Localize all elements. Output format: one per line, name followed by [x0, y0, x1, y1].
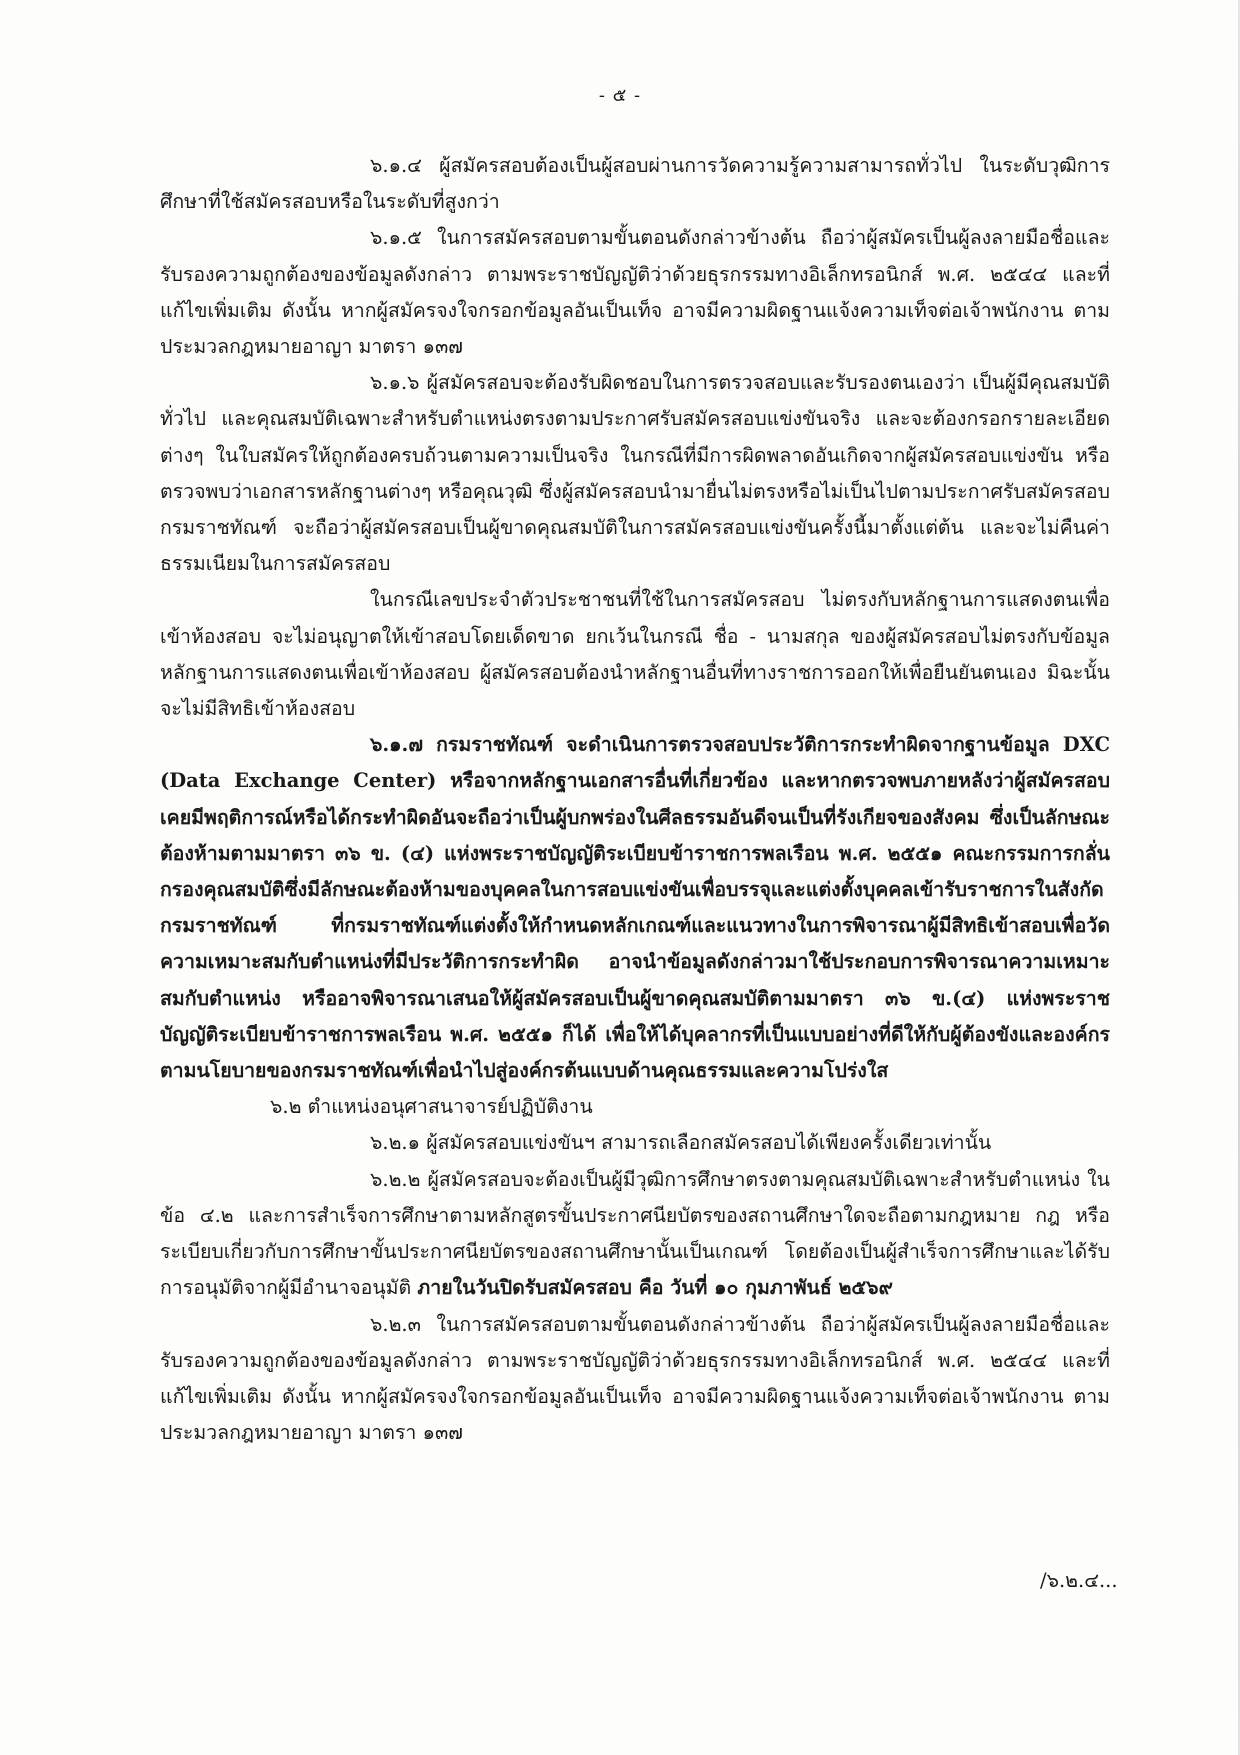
- deadline-emphasis: ภายในวันปิดรับสมัครสอบ คือ วันที่ ๑๐ กุมภาพันธ์ ๒๕๖๙: [417, 1276, 893, 1300]
- paragraph-6-2-2-text: ๖.๒.๒ ผู้สมัครสอบจะต้องเป็นผู้มีวุฒิการศึกษาตรงตามคุณสมบัติเฉพาะสำหรับตำแหน่ง ในข้อ ๔.๒ และการสำเร็จการศึกษาตามหลักสูตรขั้นประกาศนียบัตรของสถานศึกษาใดจะถือตามกฎหมาย กฎ หรือระเบียบเกี่ยวกับการศึกษาขั้นประกาศนียบัตรของสถานศึกษานั้นเป็นเกณฑ์ โดยต้องเป็นผู้สำเร็จการศึกษาและได้รับการอนุมัติจากผู้มีอำนาจอนุมัติ: [160, 1167, 1110, 1300]
- page-continuation-marker: /๖.๒.๔...: [1040, 1569, 1118, 1592]
- document-body: [160, 148, 1110, 1451]
- page-number: - ๕ -: [598, 85, 642, 106]
- paragraph-6-2-1: ๖.๒.๑ ผู้สมัครสอบแข่งขันฯ สามารถเลือกสมัครสอบได้เพียงครั้งเดียวเท่านั้น: [370, 1131, 992, 1155]
- paragraph-6-1-5: ๖.๑.๕ ในการสมัครสอบตามขั้นตอนดังกล่าวข้างต้น ถือว่าผู้สมัครเป็นผู้ลงลายมือชื่อและรับรองความถูกต้องของข้อมูลดังกล่าว ตามพระราชบัญญัติว่าด้วยธุรกรรมทางอิเล็กทรอนิกส์ พ.ศ. ๒๕๔๔ และที่แก้ไขเพิ่มเติม ดังนั้น หากผู้สมัครจงใจกรอกข้อมูลอันเป็นเท็จ อาจมีความผิดฐานแจ้งความเท็จต่อเจ้าพนักงาน ตามประมวลกฎหมายอาญา มาตรา ๑๓๗: [160, 226, 1110, 359]
- paragraph-6-2-2: [160, 1162, 1110, 1307]
- paragraph-6-1-6: ๖.๑.๖ ผู้สมัครสอบจะต้องรับผิดชอบในการตรวจสอบและรับรองตนเองว่า เป็นผู้มีคุณสมบัติทั่วไป และคุณสมบัติเฉพาะสำหรับตำแหน่งตรงตามประกาศรับสมัครสอบแข่งขันจริง และจะต้องกรอกรายละเอียดต่างๆ ในใบสมัครให้ถูกต้องครบถ้วนตามความเป็นจริง ในกรณีที่มีการผิดพลาดอันเกิดจากผู้สมัครสอบแข่งขัน หรือตรวจพบว่าเอกสารหลักฐานต่างๆ หรือคุณวุฒิ ซึ่งผู้สมัครสอบนำมายื่นไม่ตรงหรือไม่เป็นไปตามประกาศรับสมัครสอบ กรมราชทัณฑ์ จะถือว่าผู้สมัครสอบเป็นผู้ขาดคุณสมบัติในการสมัครสอบแข่งขันครั้งนี้มาตั้งแต่ต้น และจะไม่คืนค่าธรรมเนียมในการสมัครสอบ: [160, 371, 1110, 576]
- paragraph-6-1-7: ๖.๑.๗ กรมราชทัณฑ์ จะดำเนินการตรวจสอบประวัติการกระทำผิดจากฐานข้อมูล DXC (Data Exchange Center) หรือจากหลักฐานเอกสารอื่นที่เกี่ยวข้อง และหากตรวจพบภายหลังว่าผู้สมัครสอบเคยมีพฤติการณ์หรือได้กระทำผิดอันจะถือว่าเป็นผู้บกพร่องในศีลธรรมอันดีจนเป็นที่รังเกียจของสังคม ซึ่งเป็นลักษณะต้องห้ามตามมาตรา ๓๖ ข. (๔) แห่งพระราชบัญญัติระเบียบข้าราชการพลเรือน พ.ศ. ๒๕๕๑ คณะกรรมการกลั่นกรองคุณสมบัติซึ่งมีลักษณะต้องห้ามของบุคคลในการสอบแข่งขันเพื่อบรรจุและแต่งตั้งบุคคลเข้ารับราชการในสังกัดกรมราชทัณฑ์ ที่กรมราชทัณฑ์แต่งตั้งให้กำหนดหลักเกณฑ์และแนวทางในการพิจารณาผู้มีสิทธิเข้าสอบเพื่อวัดความเหมาะสมกับตำแหน่งที่มีประวัติการกระทำผิด อาจนำข้อมูลดังกล่าวมาใช้ประกอบการพิจารณาความเหมาะสมกับตำแหน่ง หรืออาจพิจารณาเสนอให้ผู้สมัครสอบเป็นผู้ขาดคุณสมบัติตามมาตรา ๓๖ ข.(๔) แห่งพระราชบัญญัติระเบียบข้าราชการพลเรือน พ.ศ. ๒๕๕๑ ก็ได้ เพื่อให้ได้บุคลากรที่เป็นแบบอย่างที่ดีให้กับผู้ต้องขังและองค์กรตามนโยบายของกรมราชทัณฑ์เพื่อนำไปสู่องค์กรต้นแบบด้านคุณธรรมและความโปร่งใส: [160, 733, 1110, 1083]
- paragraph-6-1-4: ๖.๑.๔ ผู้สมัครสอบต้องเป็นผู้สอบผ่านการวัดความรู้ความสามารถทั่วไป ในระดับวุฒิการศึกษาที่ใช้สมัครสอบหรือในระดับที่สูงกว่า: [160, 154, 1110, 214]
- section-heading-6-2: ๖.๒ ตำแหน่งอนุศาสนาจารย์ปฏิบัติงาน: [270, 1095, 593, 1119]
- paragraph-id-mismatch: ในกรณีเลขประจำตัวประชาชนที่ใช้ในการสมัครสอบ ไม่ตรงกับหลักฐานการแสดงตนเพื่อเข้าห้องสอบ จะไม่อนุญาตให้เข้าสอบโดยเด็ดขาด ยกเว้นในกรณี ชื่อ - นามสกุล ของผู้สมัครสอบไม่ตรงกับข้อมูลหลักฐานการแสดงตนเพื่อเข้าห้องสอบ ผู้สมัครสอบต้องนำหลักฐานอื่นที่ทางราชการออกให้เพื่อยืนยันตนเอง มิฉะนั้นจะไม่มีสิทธิเข้าห้องสอบ: [160, 588, 1110, 721]
- paragraph-6-2-3: ๖.๒.๓ ในการสมัครสอบตามขั้นตอนดังกล่าวข้างต้น ถือว่าผู้สมัครเป็นผู้ลงลายมือชื่อและรับรองความถูกต้องของข้อมูลดังกล่าว ตามพระราชบัญญัติว่าด้วยธุรกรรมทางอิเล็กทรอนิกส์ พ.ศ. ๒๕๔๔ และที่แก้ไขเพิ่มเติม ดังนั้น หากผู้สมัครจงใจกรอกข้อมูลอันเป็นเท็จ อาจมีความผิดฐานแจ้งความเท็จต่อเจ้าพนักงาน ตามประมวลกฎหมายอาญา มาตรา ๑๓๗: [160, 1312, 1110, 1445]
